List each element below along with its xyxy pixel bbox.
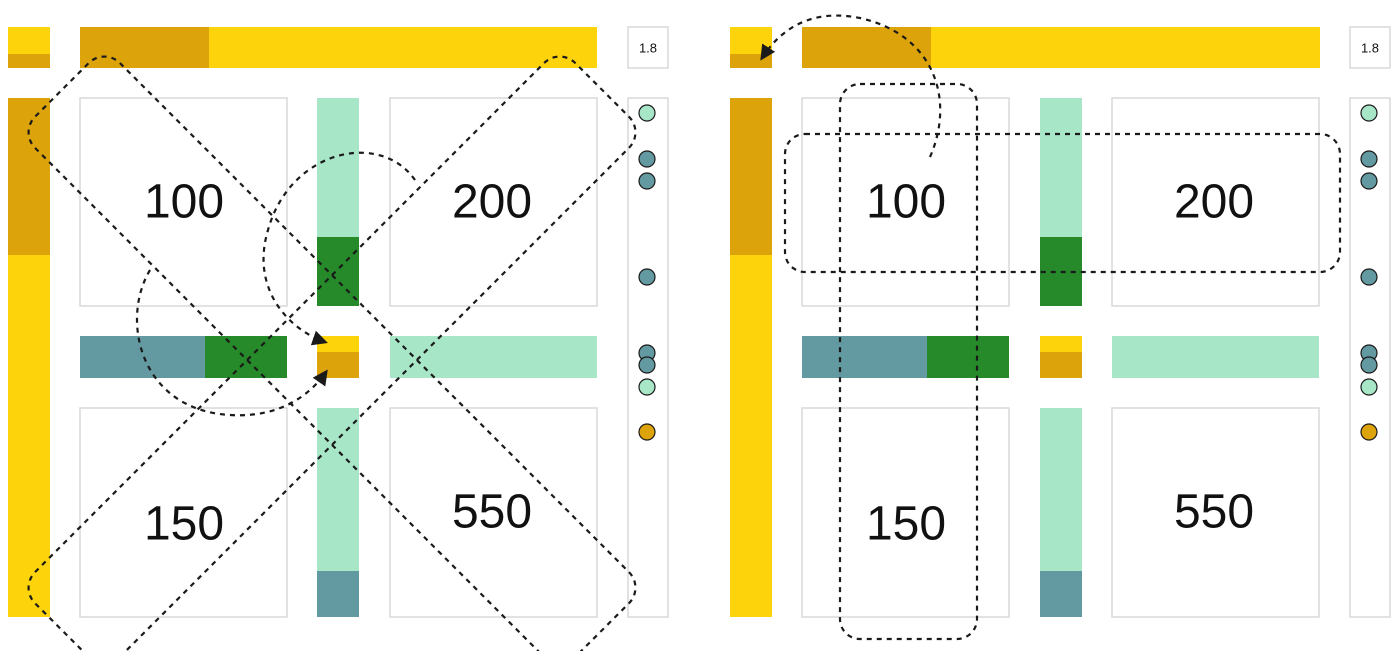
rail-dot (1361, 173, 1377, 189)
ratio-box (1350, 27, 1390, 68)
rail-dot (1361, 105, 1377, 121)
dot-rail (628, 98, 668, 617)
horizontal-bar-right (390, 336, 597, 378)
cell-value: 550 (1173, 485, 1255, 539)
rail-dot (1361, 151, 1377, 167)
cell-top-right (1112, 98, 1319, 306)
rail-dot (1361, 379, 1377, 395)
center-bar (1040, 336, 1082, 378)
horizontal-bar-left (80, 336, 287, 378)
cell-bottom-left (80, 408, 287, 617)
right-panel (730, 16, 1390, 639)
rail-dot (639, 173, 655, 189)
cell-value: 150 (865, 497, 947, 551)
cell-value: 200 (1173, 175, 1255, 229)
cell-top-left (80, 98, 287, 306)
rail-dot (639, 424, 655, 440)
corner-marginal-bar (730, 27, 772, 68)
rail-dot (639, 269, 655, 285)
cell-value: 200 (451, 175, 533, 229)
cell-bottom-right (1112, 408, 1319, 617)
cell-value: 550 (451, 485, 533, 539)
rail-dot (1361, 424, 1377, 440)
left-panel (8, 27, 668, 651)
rail-dot (639, 105, 655, 121)
cell-value: 100 (865, 175, 947, 229)
vertical-bar-top (317, 98, 359, 306)
rail-dot (1361, 357, 1377, 373)
vertical-bar-bottom (1040, 408, 1082, 617)
row-marginal-bar (8, 98, 50, 617)
rail-dot (639, 151, 655, 167)
cell-top-right (390, 98, 597, 306)
column-marginal-bar (80, 27, 597, 68)
horizontal-bar-right (1112, 336, 1319, 378)
vertical-bar-top (1040, 98, 1082, 306)
rail-dot (639, 379, 655, 395)
cell-value: 100 (143, 175, 225, 229)
rail-dot (639, 357, 655, 373)
column-marginal-bar (802, 27, 1320, 68)
ratio-label: 1.8 (638, 40, 658, 56)
row-marginal-bar (730, 98, 772, 617)
ratio-label: 1.8 (1360, 40, 1380, 56)
cell-bottom-right (390, 408, 597, 617)
rail-dot (1361, 269, 1377, 285)
dot-rail (1350, 98, 1390, 617)
ratio-box (628, 27, 668, 68)
corner-marginal-bar (8, 27, 50, 68)
vertical-bar-bottom (317, 408, 359, 617)
cell-value: 150 (143, 497, 225, 551)
